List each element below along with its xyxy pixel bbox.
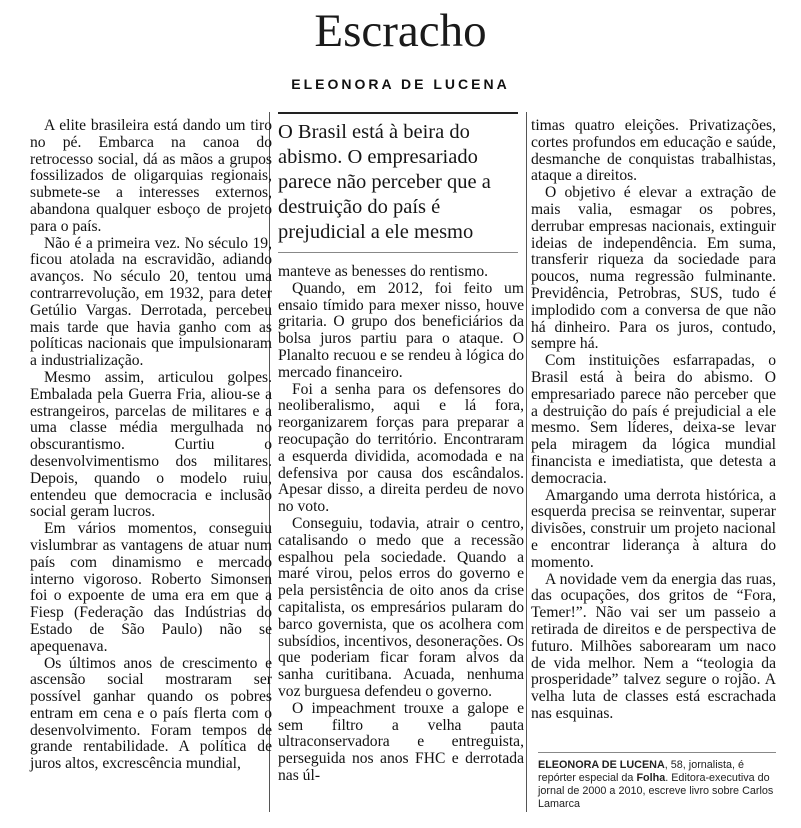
article-column-3	[531, 118, 776, 723]
paragraph: O impeachment trouxe a galope e sem filtro a velha pauta ultraconservadora e entreguista, perseguida nos anos FHC e derrotada nas úl-	[278, 699, 524, 784]
article-column-1	[30, 118, 272, 773]
paragraph: A elite brasileira está dando um tiro no pé. Embarca na canoa do retrocesso social, dá as mãos a grupos fossilizados de oligarquias regionais, submete-se a interesses externos, abandona qualquer esboço de projeto para o país.	[30, 117, 272, 235]
column-rule-right	[526, 112, 527, 812]
paragraph: Amargando uma derrota histórica, a esquerda precisa se reinventar, superar divisões, construir um projeto nacional e encontrar liderança à altura do momento.	[531, 486, 776, 571]
pull-quote-divider	[278, 252, 518, 253]
paragraph: Foi a senha para os defensores do neoliberalismo, aqui e lá fora, reorganizarem forças para preparar a reocupação do território. Encontraram a esquerda dividida, acomodada e na defensiva por causa dos escândalos. Apesar disso, a direita perdeu de novo no voto.	[278, 380, 524, 516]
paragraph: Os últimos anos de crescimento e ascensão social mostraram ser possível ganhar quando os pobres entram em cena e o país flerta com o desenvolvimento. Foram tempos de grande rentabilidade. A política de juros altos, excrescência mundial,	[30, 654, 272, 773]
paragraph: timas quatro eleições. Privatizações, cortes profundos em educação e saúde, desmanche de conquistas trabalhistas, ataque a direitos.	[531, 117, 776, 185]
bio-divider	[538, 752, 776, 753]
bio-text-b: . Editora-executiva do jornal de 2000 a 2010, escreve livro sobre Carlos Lamarca	[538, 772, 774, 810]
bio-text-a: , 58, jornalista, é repórter especial da	[538, 759, 745, 784]
paragraph: Com instituições esfarrapadas, o Brasil está à beira do abismo. O empresariado parece não perceber que a destruição do país é prejudicial a ele mesmo. Sem líderes, deixa-se levar pela miragem da lógica mundial financista e imediatista, que detesta a democracia.	[531, 352, 776, 487]
paragraph: Conseguiu, todavia, atrair o centro, catalisando o medo que a recessão espalhou pela sociedade. Quando a maré virou, pelos erros do governo e pela persistência de oito anos da crise capitalista, os empresários pularam do barco governista, que os acolhera com subsídios, incentivos, desonerações. Os que poderiam ficar foram alvos da sanha curitibana. Acuada, nenhuma voz burguesa defendeu o governo.	[278, 514, 524, 700]
paragraph: A novidade vem da energia das ruas, das ocupações, dos gritos de “Fora, Temer!”. Não vai ser um passeio a retirada de direitos e de perspectiva de futuro. Milhões saborearam um naco de vida melhor. Nem a “teologia da prosperidade” talvez segure o rojão. A velha luta de classes está escrachada nas esquinas.	[531, 570, 776, 722]
paragraph: manteve as benesses do rentismo.	[278, 263, 489, 280]
article-byline: ELEONORA DE LUCENA	[291, 76, 510, 92]
article-column-2	[278, 264, 524, 785]
paragraph: Quando, em 2012, foi feito um ensaio tímido para mexer nisso, houve gritaria. O grupo dos beneficiários da bolsa juros partiu para o ataque. O Planalto recuou e se rendeu à lógica do mercado financeiro.	[278, 279, 524, 381]
paragraph: Não é a primeira vez. No século 19, ficou atolada na escravidão, adiando avanços. No século 20, tentou uma contrarrevolução, em 1932, para deter Getúlio Vargas. Derrotada, percebeu mais tarde que havia ganho com as políticas nacionais que impulsionaram a industrialização.	[30, 234, 272, 370]
paragraph: Em vários momentos, conseguiu vislumbrar as vantagens de atuar num país com dinamismo e mercado interno vigoroso. Roberto Simonsen foi o expoente de uma era em que a Fiesp (Federação das Indústrias do Estado de São Paulo) não se apequenava.	[30, 520, 272, 655]
pull-quote: O Brasil está à beira do abismo. O empresariado parece não perceber que a destruição do país é prejudicial a ele mesmo	[278, 112, 518, 245]
paragraph: O objetivo é elevar a extração de mais valia, esmagar os pobres, derrubar empresas nacionais, extinguir ideias de independência. Em suma, transferir riqueza da sociedade para poucos, numa regressão fulminante. Previdência, Petrobras, SUS, tudo é implodido com a conversa de que não há dinheiro. Para os juros, contudo, sempre há.	[531, 184, 776, 353]
bio-folha: Folha	[636, 772, 666, 784]
paragraph: Mesmo assim, articulou golpes. Embalada pela Guerra Fria, aliou-se a estrangeiros, parcelas de militares e a uma classe média mergulhada no obscurantismo. Curtiu o desenvolvimentismo dos militares. Depois, quando o modelo ruiu, entendeu que democracia e inclusão social geram lucros.	[30, 368, 272, 521]
author-bio	[538, 759, 776, 811]
article-title: Escracho	[314, 5, 487, 57]
bio-name: ELEONORA DE LUCENA	[538, 759, 665, 771]
